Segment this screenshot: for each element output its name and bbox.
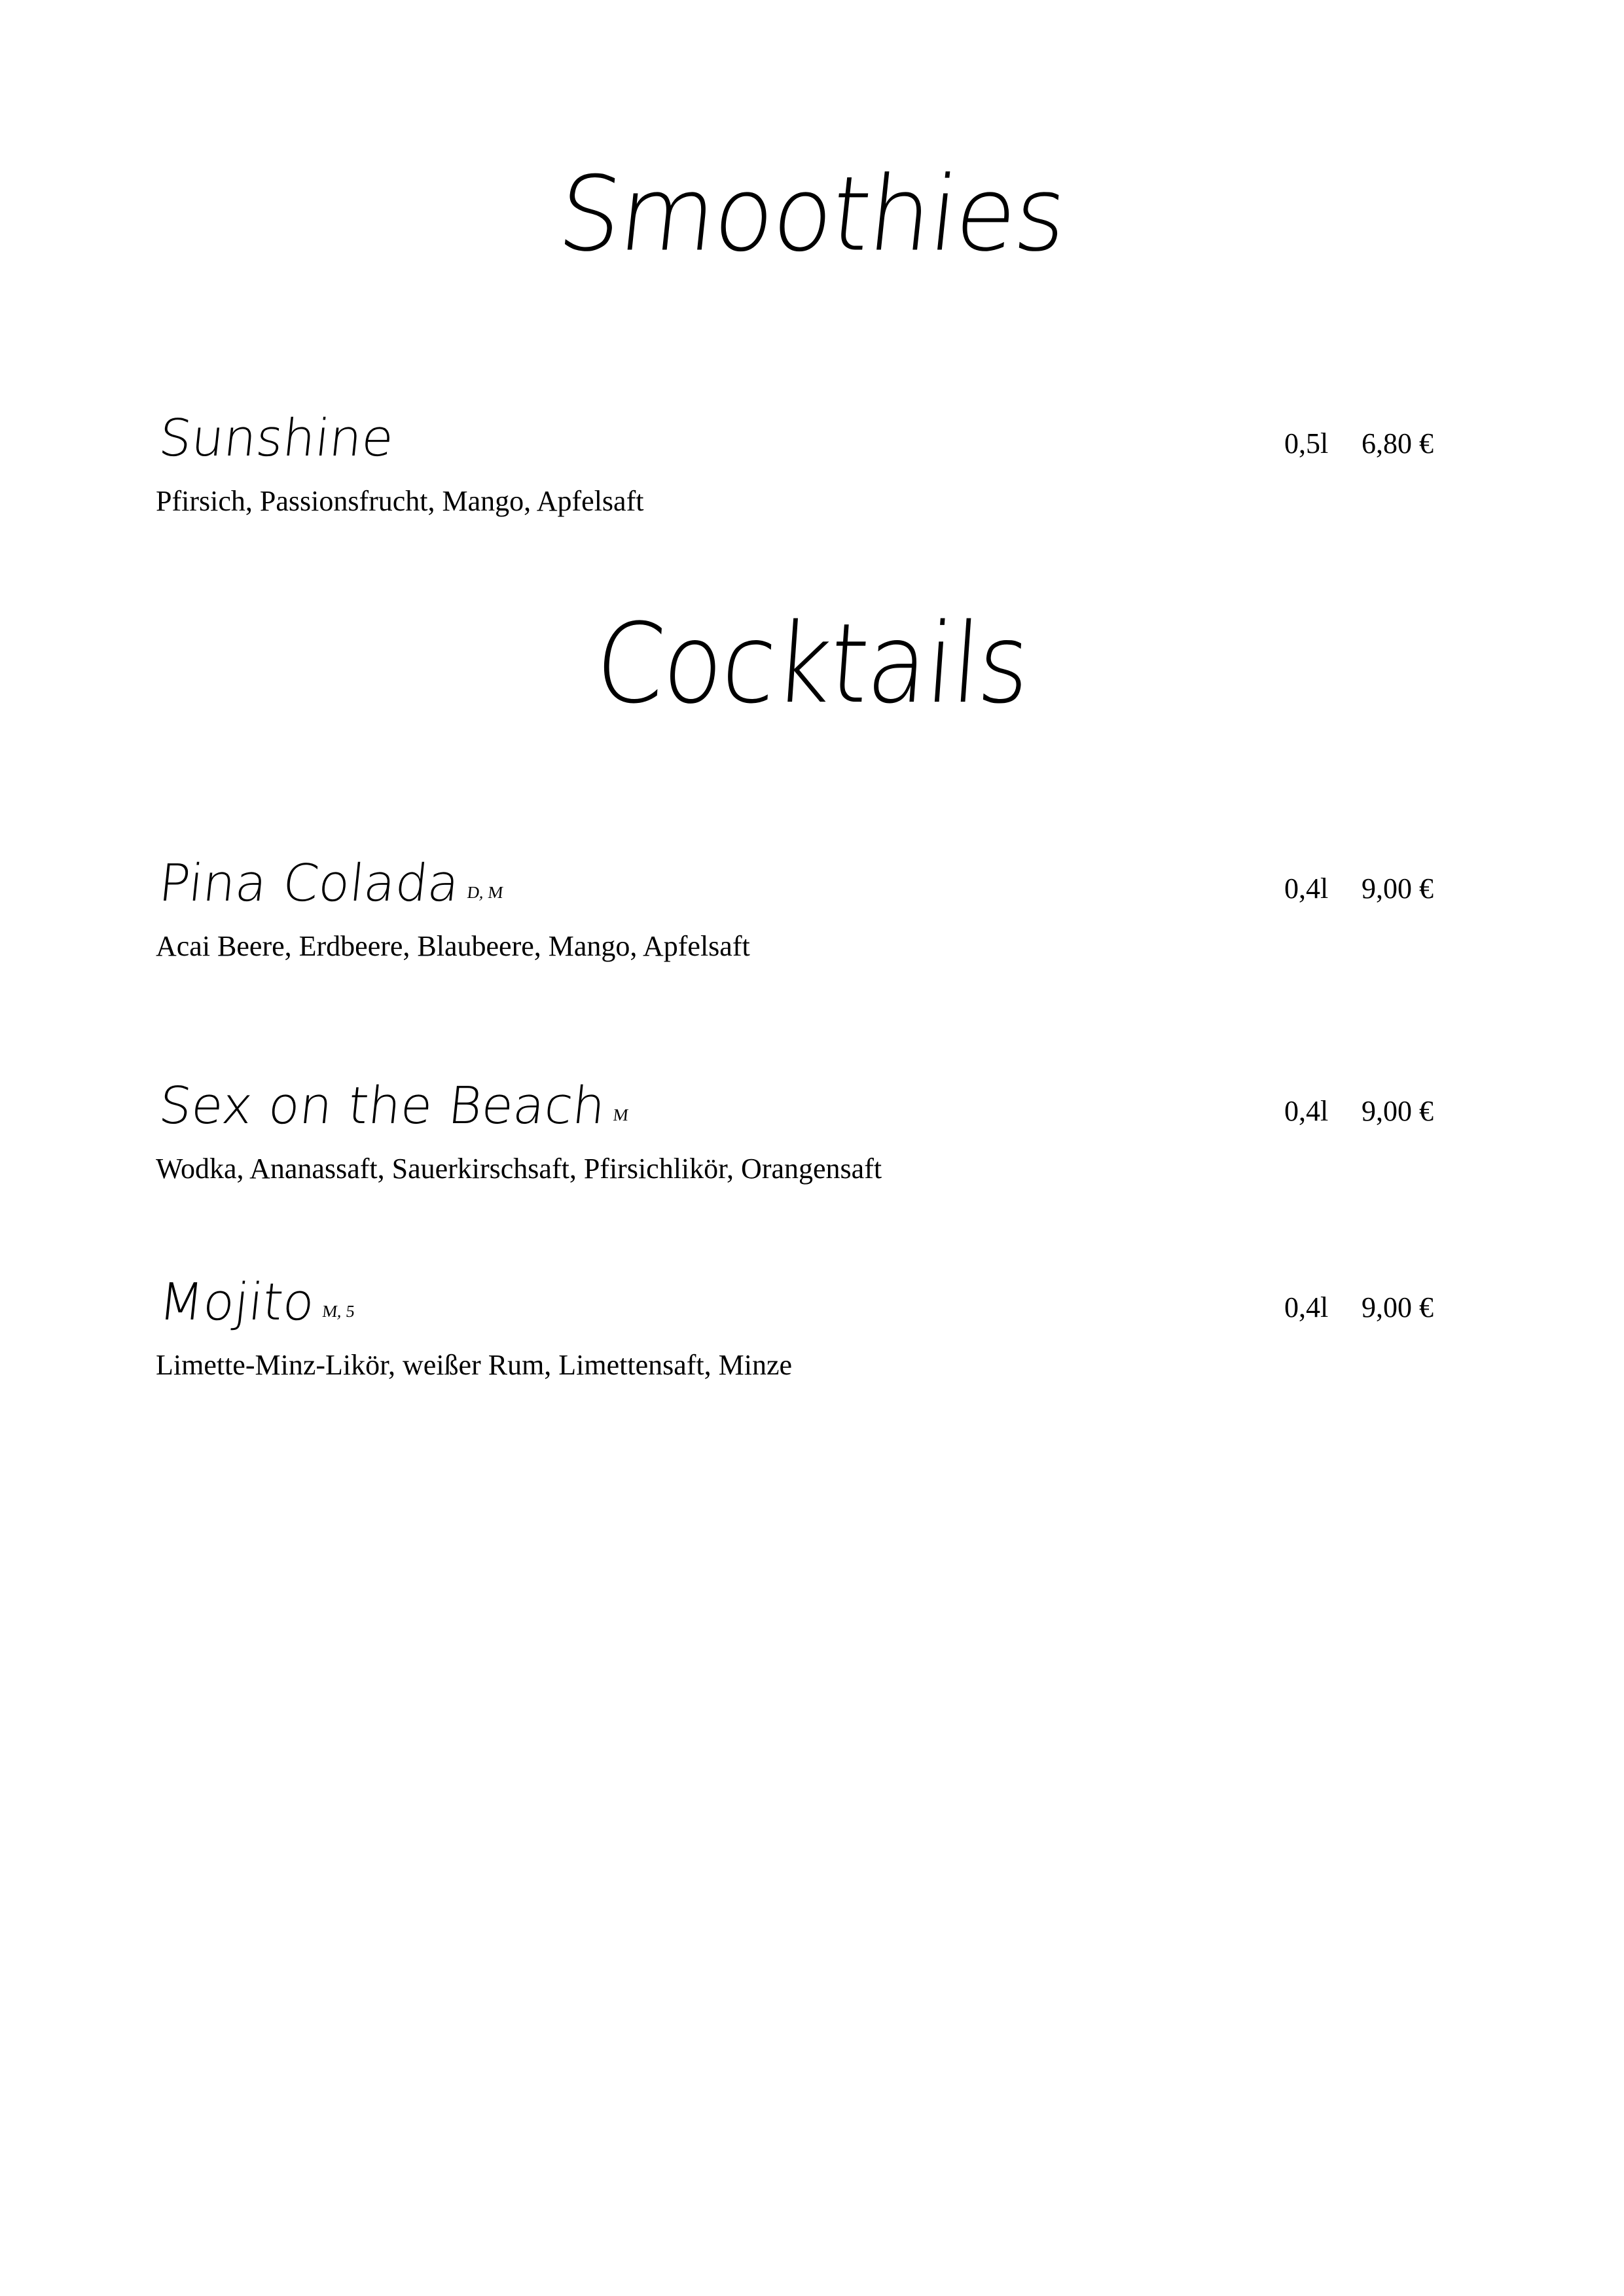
item-description: Acai Beere, Erdbeere, Blaubeere, Mango, Apfelsaft	[156, 930, 750, 962]
section-title-smoothies: Smoothies	[552, 154, 1072, 275]
item-volume: 0,5l	[1284, 427, 1329, 459]
item-price: 9,00 €	[1362, 1095, 1434, 1127]
item-volume: 0,4l	[1284, 1291, 1329, 1323]
menu-item-sunshine	[156, 406, 1465, 517]
item-price: 9,00 €	[1362, 1291, 1434, 1323]
menu-item-sex-on-the-beach	[156, 1073, 1465, 1185]
item-volume: 0,4l	[1284, 872, 1329, 905]
section-title-cocktails: Cocktails	[591, 600, 1033, 728]
item-name: Sex on the Beach $^M$	[156, 1077, 630, 1136]
item-name: Mojito $^{M, 5}$	[156, 1273, 356, 1332]
item-name: Pina Colada $^{D, M}$	[156, 854, 505, 913]
allergen-codes: M	[612, 1105, 630, 1124]
menu-item-mojito	[156, 1270, 1465, 1381]
allergen-codes: D, M	[466, 883, 505, 902]
item-price: 6,80 €	[1362, 427, 1434, 459]
item-description: Wodka, Ananassaft, Sauerkirschsaft, Pfirsichlikör, Orangensaft	[156, 1153, 882, 1185]
item-price: 9,00 €	[1362, 872, 1434, 905]
item-description: Limette-Minz-Likör, weißer Rum, Limettensaft, Minze	[156, 1349, 793, 1381]
menu-item-pina-colada	[156, 851, 1465, 962]
item-description: Pfirsich, Passionsfrucht, Mango, Apfelsaft	[156, 485, 644, 517]
allergen-codes: M, 5	[321, 1302, 356, 1321]
item-name: Sunshine	[156, 409, 397, 468]
item-volume: 0,4l	[1284, 1095, 1329, 1127]
